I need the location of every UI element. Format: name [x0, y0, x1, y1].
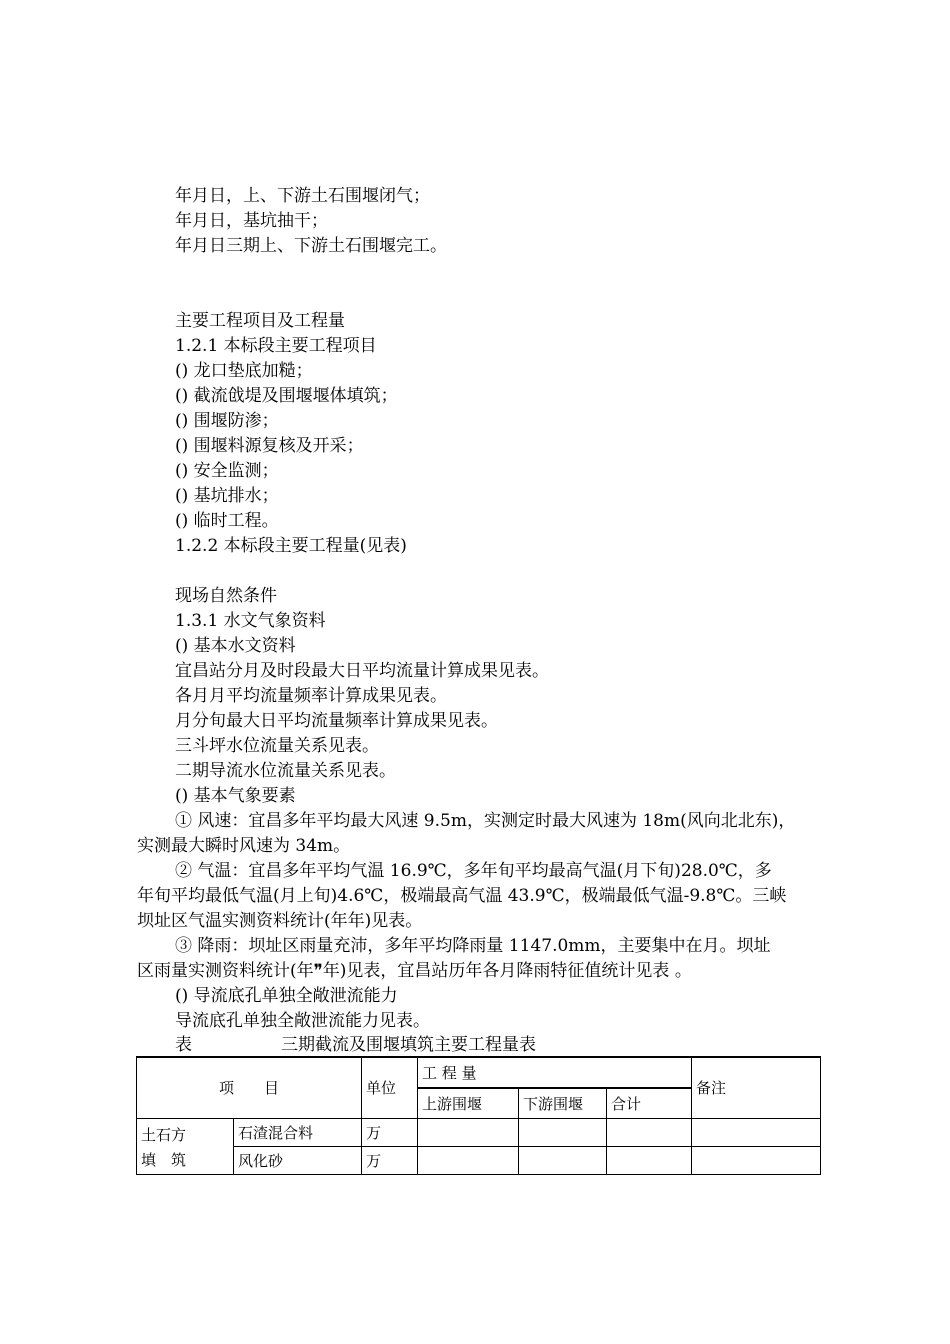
paragraph-line: 导流底孔单独全敞泄流能力见表。	[175, 1011, 430, 1031]
list-item: () 基本气象要素	[175, 786, 296, 806]
section-heading: 主要工程项目及工程量	[175, 311, 345, 331]
list-item: () 截流戗堤及围堰堰体填筑；	[175, 386, 398, 406]
total-cell	[607, 1119, 692, 1147]
paragraph-line: ② 气温：宜昌多年平均气温 16.9℃，多年旬平均最高气温(月下旬)28.0℃，多	[175, 861, 772, 881]
group-label-line: 土石方	[141, 1126, 187, 1144]
paragraph-line: 年月日，上、下游土石围堰闭气；	[175, 186, 430, 206]
paragraph-line: 宜昌站分月及时段最大日平均流量计算成果见表。	[175, 661, 549, 681]
total-cell	[607, 1147, 692, 1175]
list-item: () 龙口垫底加糙；	[175, 361, 313, 381]
upstream-cell	[418, 1119, 519, 1147]
table-caption-prefix: 表	[175, 1035, 192, 1055]
header-unit: 单位	[362, 1057, 418, 1119]
paragraph-line: 年月日三期上、下游土石围堰完工。	[175, 236, 447, 256]
paragraph-line: 实测最大瞬时风速为 34m。	[137, 836, 351, 856]
table-header-row	[137, 1057, 821, 1088]
list-item: () 围堰防渗；	[175, 411, 279, 431]
paragraph-line: ① 风速：宜昌多年平均最大风速 9.5m，实测定时最大风速为 18m(风向北北东)，	[175, 811, 796, 831]
paragraph-line: 坝址区气温实测资料统计(年年)见表。	[137, 911, 423, 931]
paragraph-line: ③ 降雨：坝址区雨量充沛，多年平均降雨量 1147.0mm，主要集中在月。坝址	[175, 936, 771, 956]
subsection-heading: 1.2.1 本标段主要工程项目	[175, 336, 377, 356]
paragraph-line: 三斗坪水位流量关系见表。	[175, 736, 379, 756]
list-item: () 基坑排水；	[175, 486, 279, 506]
downstream-cell	[519, 1119, 607, 1147]
header-quantity: 工 程 量	[418, 1057, 692, 1088]
subsection-heading: 1.2.2 本标段主要工程量(见表)	[175, 536, 407, 556]
remark-cell	[692, 1119, 821, 1147]
unit-cell: 万	[362, 1147, 418, 1175]
unit-cell: 万	[362, 1119, 418, 1147]
list-item: () 基本水文资料	[175, 636, 296, 656]
header-total: 合计	[607, 1088, 692, 1118]
header-item: 项 目	[137, 1057, 362, 1119]
subsection-heading: 1.3.1 水文气象资料	[175, 611, 326, 631]
section-heading: 现场自然条件	[175, 586, 277, 606]
list-item: () 临时工程。	[175, 511, 279, 531]
header-remark: 备注	[692, 1057, 821, 1119]
paragraph-line: 年月日，基坑抽干；	[175, 211, 328, 231]
group-label-line: 填 筑	[141, 1151, 187, 1169]
group-label-cell	[137, 1119, 234, 1175]
paragraph-line: 月分旬最大日平均流量频率计算成果见表。	[175, 711, 498, 731]
remark-cell	[692, 1147, 821, 1175]
table-caption-title: 三期截流及围堰填筑主要工程量表	[281, 1035, 536, 1055]
paragraph-line: 各月月平均流量频率计算成果见表。	[175, 686, 447, 706]
header-downstream: 下游围堰	[519, 1088, 607, 1118]
table-row	[137, 1147, 821, 1175]
material-cell: 风化砂	[234, 1147, 362, 1175]
list-item: () 围堰料源复核及开采；	[175, 436, 364, 456]
header-upstream: 上游围堰	[418, 1088, 519, 1118]
list-item: () 导流底孔单独全敞泄流能力	[175, 986, 398, 1006]
downstream-cell	[519, 1147, 607, 1175]
quantity-table	[136, 1056, 821, 1175]
list-item: () 安全监测；	[175, 461, 279, 481]
table-row	[137, 1119, 821, 1147]
paragraph-line: 区雨量实测资料统计(年❞年)见表，宜昌站历年各月降雨特征值统计见表 。	[137, 961, 692, 981]
paragraph-line: 二期导流水位流量关系见表。	[175, 761, 396, 781]
paragraph-line: 年旬平均最低气温(月上旬)4.6℃，极端最高气温 43.9℃，极端最低气温-9.8℃。三峡	[137, 886, 787, 906]
material-cell: 石渣混合料	[234, 1119, 362, 1147]
upstream-cell	[418, 1147, 519, 1175]
